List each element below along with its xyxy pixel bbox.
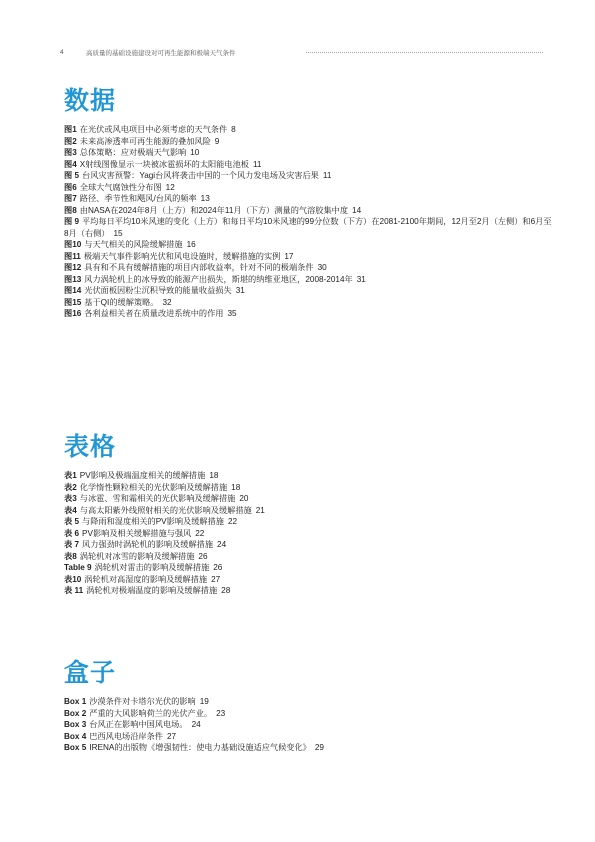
- toc-entry[interactable]: [64, 170, 555, 182]
- header-dotted-rule: [306, 52, 544, 53]
- toc-entry-label: 图2: [64, 136, 77, 146]
- toc-entry[interactable]: [64, 551, 555, 563]
- toc-entry-page: 20: [239, 494, 249, 503]
- toc-entry-title: 巴西风电场沿岸条件: [89, 731, 163, 741]
- toc-entry-page: 29: [314, 743, 324, 752]
- toc-entry-title: 台风灾害预警：Yagi台风将袭击中国的一个风力发电场及灾害后果: [82, 171, 319, 180]
- toc-entry[interactable]: [64, 516, 555, 528]
- toc-entry-label: 图11: [64, 251, 81, 261]
- toc-entry[interactable]: [64, 528, 555, 540]
- toc-entry-label: 表1: [64, 471, 77, 480]
- toc-entry[interactable]: [64, 505, 555, 517]
- toc-entry-title: 风力强劲时涡轮机的影响及缓解措施: [82, 540, 214, 549]
- toc-entry-label: 表 6: [64, 528, 80, 538]
- toc-entry[interactable]: [64, 742, 555, 754]
- toc-entry-page: 18: [231, 482, 241, 492]
- toc-entry[interactable]: [64, 124, 555, 136]
- tables-heading: 表格: [64, 433, 117, 461]
- toc-entry[interactable]: [64, 159, 555, 171]
- toc-entry-title: 沙漠条件对卡塔尔光伏的影响: [89, 697, 196, 706]
- toc-entry[interactable]: [64, 539, 555, 551]
- toc-entry-page: 10: [190, 148, 200, 157]
- toc-entry-page: 21: [255, 505, 265, 515]
- toc-entry-label: 表2: [64, 482, 77, 492]
- toc-entry-title: 风力涡轮机上的冰导致的能源产出损失，斯堪的纳维亚地区，2008-2014年: [84, 274, 353, 284]
- toc-entry-title: PV影响及极端温度相关的缓解措施: [79, 471, 206, 480]
- toc-entry-page: 14: [352, 205, 362, 215]
- toc-entry-label: Box 3: [64, 720, 87, 729]
- toc-entry-page: 8: [231, 125, 236, 134]
- toc-entry[interactable]: [64, 136, 555, 148]
- toc-entry-label: 图15: [64, 297, 82, 307]
- toc-entry-page: 31: [235, 286, 245, 295]
- toc-entry[interactable]: [64, 308, 555, 320]
- toc-entry-label: 图 5: [64, 171, 80, 180]
- toc-entry-page: 31: [356, 274, 366, 284]
- toc-entry-page: 22: [227, 517, 238, 526]
- toc-entry-page: 23: [216, 708, 226, 718]
- tables-list: [64, 470, 555, 597]
- toc-entry[interactable]: [64, 216, 555, 239]
- toc-entry-page: 11: [322, 171, 332, 180]
- toc-entry-page: 22: [195, 528, 205, 538]
- toc-entry[interactable]: [64, 193, 555, 205]
- toc-entry-title: 在光伏或风电项目中必须考虑的天气条件: [79, 125, 228, 134]
- toc-entry-title: 平均每日平均10米风速的变化（上方）和每日平均10米风速的99分位数（下方）在2081-2100年期间，12月至2月（左侧）和6月至8月（右侧）: [64, 217, 552, 238]
- toc-entry-label: 图10: [64, 240, 82, 249]
- toc-entry-title: 路径、季节性和飓风/台风的频率: [79, 194, 197, 203]
- toc-entry-label: 图12: [64, 263, 82, 272]
- toc-entry-page: 26: [213, 563, 223, 572]
- figures-list: [64, 124, 555, 320]
- toc-entry-page: 26: [198, 551, 208, 561]
- tables-section: [64, 432, 555, 597]
- toc-entry[interactable]: [64, 719, 555, 731]
- toc-entry-page: 15: [113, 228, 123, 238]
- toc-entry[interactable]: [64, 562, 555, 574]
- toc-entry-page: 19: [199, 697, 209, 706]
- toc-entry-page: 13: [200, 194, 210, 203]
- toc-entry-title: 涡轮机对冰雪的影响及缓解措施: [79, 551, 195, 561]
- toc-entry[interactable]: [64, 262, 555, 274]
- toc-entry-page: 17: [284, 251, 294, 261]
- toc-entry[interactable]: [64, 585, 555, 597]
- toc-entry-label: 图 9: [64, 217, 80, 226]
- toc-entry[interactable]: [64, 251, 555, 263]
- toc-entry[interactable]: [64, 482, 555, 494]
- toc-entry-label: Box 4: [64, 731, 87, 741]
- toc-entry-label: 表 5: [64, 517, 80, 526]
- toc-entry-label: 表3: [64, 494, 77, 503]
- toc-entry-title: X射线图像显示一块被冰雹损坏的太阳能电池板: [79, 159, 249, 169]
- toc-entry-title: 涡轮机对高湿度的影响及缓解措施: [84, 574, 208, 584]
- toc-entry-title: 各利益相关者在质量改进系统中的作用: [84, 309, 224, 318]
- toc-entry-label: 图13: [64, 274, 82, 284]
- toc-entry-page: 24: [217, 540, 227, 549]
- toc-entry[interactable]: [64, 239, 555, 251]
- page-number: 4: [60, 48, 64, 56]
- toc-entry-title: 与高太阳紫外线照射相关的光伏影响及缓解措施: [79, 505, 252, 515]
- toc-entry-page: 12: [165, 182, 175, 192]
- boxes-heading: 盒子: [64, 659, 117, 687]
- boxes-list: [64, 696, 555, 754]
- toc-entry-title: 由NASA在2024年8月（上方）和2024年11月（下方）测量的气溶胶集中度: [79, 205, 349, 215]
- toc-entry-title: 台风正在影响中国风电场。: [89, 720, 188, 729]
- toc-entry-label: 表4: [64, 505, 77, 515]
- toc-entry[interactable]: [64, 285, 555, 297]
- toc-entry[interactable]: [64, 493, 555, 505]
- toc-entry-title: 极端天气事件影响光伏和风电设施时，缓解措施的实例: [83, 251, 281, 261]
- toc-entry-title: 光伏面板因粉尘沉积导致的能量收益损失: [84, 286, 232, 295]
- toc-entry[interactable]: [64, 696, 555, 708]
- figures-heading: 数据: [64, 87, 117, 115]
- toc-entry-page: 11: [252, 159, 262, 169]
- toc-entry-title: 严重的大风影响荷兰的光伏产业。: [89, 708, 213, 718]
- toc-entry-label: 图8: [64, 205, 77, 215]
- toc-entry-page: 27: [211, 574, 221, 584]
- toc-entry[interactable]: [64, 297, 555, 309]
- boxes-section: [64, 658, 555, 754]
- toc-entry[interactable]: [64, 574, 555, 586]
- toc-entry[interactable]: [64, 147, 555, 159]
- toc-entry[interactable]: [64, 470, 555, 482]
- toc-entry-page: 18: [209, 471, 219, 480]
- toc-entry-page: 28: [221, 586, 231, 595]
- toc-entry-page: 16: [186, 240, 196, 249]
- toc-entry-page: 27: [167, 731, 177, 741]
- toc-entry-title: 与降雨和湿度相关的PV影响及缓解措施: [82, 517, 224, 526]
- toc-entry-label: 图6: [64, 182, 77, 192]
- toc-entry-title: 与天气相关的风险缓解措施: [84, 240, 183, 249]
- page-header: [60, 46, 543, 58]
- toc-entry-label: 表 7: [64, 540, 80, 549]
- toc-entry-page: 35: [227, 309, 237, 318]
- toc-entry-label: 图16: [64, 309, 82, 318]
- toc-entry-title: 全球大气腐蚀性分布图: [79, 182, 162, 192]
- toc-entry-title: IRENA的出版物《增强韧性：使电力基础设施适应气候变化》: [89, 743, 311, 752]
- toc-entry-label: 图14: [64, 286, 82, 295]
- toc-entry-label: 表 11: [64, 586, 84, 595]
- toc-entry-label: 图4: [64, 159, 77, 169]
- toc-entry-label: 表8: [64, 551, 77, 561]
- toc-entry-page: 24: [191, 720, 201, 729]
- toc-entry-title: 具有和不具有缓解措施的项目内部收益率，针对不同的极端条件: [84, 263, 314, 272]
- toc-entry-page: 32: [162, 297, 172, 307]
- toc-entry-label: 图3: [64, 148, 77, 157]
- toc-entry-label: 图1: [64, 125, 77, 134]
- toc-entry-label: Box 2: [64, 708, 87, 718]
- toc-entry-title: 总体策略：应对极端天气影响: [79, 148, 187, 157]
- toc-entry-page: 30: [317, 263, 327, 272]
- figures-section: [64, 86, 555, 320]
- toc-entry-title: 基于QI的缓解策略。: [84, 297, 159, 307]
- toc-entry-label: Box 5: [64, 743, 87, 752]
- toc-entry-label: Box 1: [64, 697, 87, 706]
- toc-entry[interactable]: [64, 182, 555, 194]
- toc-entry-label: 表10: [64, 574, 82, 584]
- toc-entry[interactable]: [64, 274, 555, 286]
- toc-entry-title: 未来高渗透率可再生能源的叠加风险: [79, 136, 211, 146]
- toc-entry[interactable]: [64, 731, 555, 743]
- running-title: 高质量的基础设施建设对可再生能源和极端天气条件: [86, 49, 236, 57]
- toc-entry-title: 涡轮机对极端温度的影响及缓解措施: [86, 586, 218, 595]
- toc-entry-title: 与冰雹、雪和霜相关的光伏影响及缓解措施: [79, 494, 236, 503]
- toc-entry-title: PV影响及相关缓解措施与强风: [82, 528, 192, 538]
- toc-entry-label: Table 9: [64, 563, 92, 572]
- toc-entry-title: 涡轮机对雷击的影响及缓解措施: [94, 563, 210, 572]
- toc-entry-page: 9: [214, 136, 220, 146]
- toc-entry[interactable]: [64, 708, 555, 720]
- toc-entry-title: 化学惰性颗粒相关的光伏影响及缓解措施: [79, 482, 228, 492]
- toc-entry-label: 图7: [64, 194, 77, 203]
- toc-entry[interactable]: [64, 205, 555, 217]
